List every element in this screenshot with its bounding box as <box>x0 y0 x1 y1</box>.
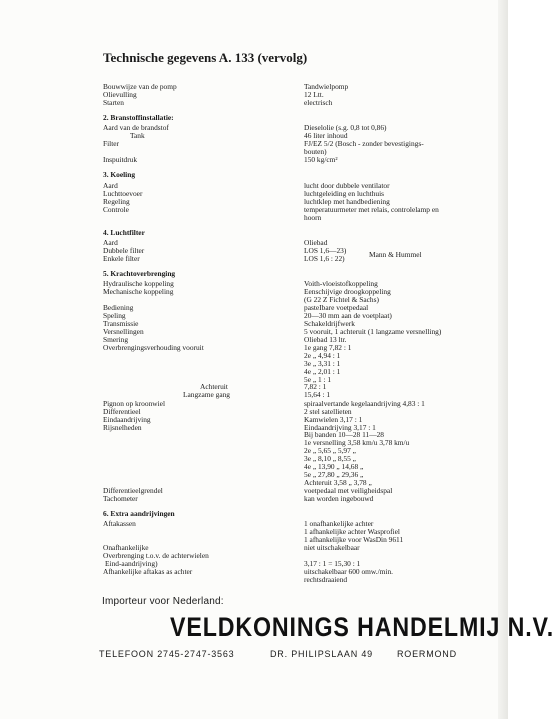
spec-value: 1 afhankelijke voor WasDin 9611 <box>304 535 404 544</box>
section-heading: 6. Extra aandrijvingen <box>103 509 175 518</box>
spec-label: Olievulling <box>103 90 137 99</box>
section-heading: 4. Luchtfilter <box>103 228 145 237</box>
spec-label: Smering <box>103 335 129 344</box>
spec-label: Tachometer <box>103 494 138 503</box>
footer-telephone: TELEFOON 2745-2747-3563 <box>99 649 235 659</box>
spec-value: temperatuurmeter met relais, controlelamp en <box>304 205 439 214</box>
spec-value: 7,82 : 1 <box>304 382 327 391</box>
spec-value: LOS 1,6 : 22) <box>304 254 345 263</box>
spec-label: Differentieel <box>103 407 141 416</box>
spec-value: Dieselolie (s.g. 0,8 tot 0,86) <box>304 123 387 132</box>
spec-value: pasteIbare voetpedaal <box>304 303 369 312</box>
spec-value: 2 stel satellieten <box>304 407 352 416</box>
spec-label: Onafhankelijke <box>103 543 149 552</box>
spec-value: 1 afhankelijke achter Wasprofiel <box>304 527 400 536</box>
spec-value: LOS 1,6—23) <box>304 246 347 255</box>
spec-label: Tank <box>130 131 145 140</box>
spec-value: voetpedaal met veiligheidspal <box>304 486 393 495</box>
spec-value: electrisch <box>304 98 333 107</box>
spec-value: uitschakelbaar 600 omw./min. <box>304 567 394 576</box>
spec-label: Aard <box>103 238 118 247</box>
spec-value: 1e gang 7,82 : 1 <box>304 343 352 352</box>
spec-value: Eindaandrijving 3,17 : 1 <box>304 423 376 432</box>
spec-value: Kamwielen 3,17 : 1 <box>304 415 363 424</box>
spec-value: 150 kg/cm² <box>304 155 338 164</box>
spec-label: Langzame gang <box>183 390 230 399</box>
spec-value: bouten) <box>304 147 327 156</box>
importer-label: Importeur voor Nederland: <box>102 596 224 607</box>
spec-label: Aard <box>103 181 118 190</box>
spec-value: Tandwielpomp <box>304 82 349 91</box>
spec-label: Aard van de brandstof <box>103 123 169 132</box>
spec-label: Enkele filter <box>103 254 140 263</box>
spec-value: Schakeldrijfwerk <box>304 319 355 328</box>
spec-label: Luchttoevoer <box>103 189 143 198</box>
footer-city: ROERMOND <box>397 649 457 659</box>
spec-value: Eenschijvige droogkoppeling <box>304 287 391 296</box>
spec-label: Mechanische koppeling <box>103 287 174 296</box>
spec-value: 20—30 mm aan de voetplaat) <box>304 311 392 320</box>
spec-label: Bediening <box>103 303 134 312</box>
spec-value: 4e „ 2,01 : 1 <box>304 367 341 376</box>
spec-label: Speling <box>103 311 126 320</box>
spec-value: hoorn <box>304 213 322 222</box>
spec-label: Versnellingen <box>103 327 144 336</box>
spec-label: Transmissie <box>103 319 139 328</box>
spec-label: Pignon op kroonwiel <box>103 399 165 408</box>
spec-label: Inspuitdruk <box>103 155 138 164</box>
spec-value: FJ/EZ 5/2 (Bosch - zonder bevestigings- <box>304 139 424 148</box>
company-name: VELDKONINGS HANDELMIJ N.V. <box>170 612 554 642</box>
spec-label: Regeling <box>103 197 130 206</box>
spec-value: Achteruit 3,58 „ 3,78 „ <box>304 478 372 487</box>
spec-label: Differentieelgrendel <box>103 486 163 495</box>
spec-value: luchtgeleiding en luchthuis <box>304 189 385 198</box>
section-heading: 3. Koeling <box>103 170 136 179</box>
spec-label: Aftakassen <box>103 519 136 528</box>
spec-value: Oliebad 13 ltr. <box>304 335 347 344</box>
spec-value: 3,17 : 1 = 15,30 : 1 <box>304 559 361 568</box>
spec-value: 1e versnelling 3,58 km/u 3,78 km/u <box>304 438 410 447</box>
spec-value: 12 Ltt. <box>304 90 324 99</box>
section-heading: 2. Branstoffinstallatie: <box>103 113 174 122</box>
spec-value: kan worden ingebouwd <box>304 494 374 503</box>
spec-label: Starten <box>103 98 124 107</box>
spec-value: lucht door dubbele ventilator <box>304 181 390 190</box>
spec-value: 4e „ 13,90 „ 14,68 „ <box>304 462 364 471</box>
spec-value: 2e „ 5,65 „ 5,97 „ <box>304 446 356 455</box>
spec-label: Afhankelijke aftakas as achter <box>103 567 193 576</box>
spec-value: 5e „ 27,80 „ 29,36 „ <box>304 470 364 479</box>
footer-address: DR. PHILIPSLAAN 49 <box>270 649 373 659</box>
spec-label: Achteruit <box>200 382 228 391</box>
spec-label: Rijsnelheden <box>103 423 142 432</box>
spec-label: Overbrengingsverhouding vooruit <box>103 343 204 352</box>
spec-value: luchtklep met handbediening <box>304 197 390 206</box>
spec-value: 5e „ 1 : 1 <box>304 375 332 384</box>
spec-value: 46 liter inhoud <box>304 131 348 140</box>
spec-value: 2e „ 4,94 : 1 <box>304 351 341 360</box>
spec-value: niet uitschakelbaar <box>304 543 360 552</box>
spec-value: 15,64 : 1 <box>304 390 331 399</box>
page-title: Technische gegevens A. 133 (vervolg) <box>103 50 308 65</box>
section-heading: 5. Krachtoverbrenging <box>103 269 176 278</box>
spec-value: 1 onafhankelijke achter <box>304 519 374 528</box>
spec-value: (G 22 Z Fichtel & Sachs) <box>304 295 379 304</box>
spec-value: Voith-vloeistofkoppeling <box>304 279 378 288</box>
spec-label: Dubbele filter <box>103 246 145 255</box>
spec-label: Controle <box>103 205 129 214</box>
spec-label: Bouwwijze van de pomp <box>103 82 177 91</box>
spec-label: Eindaandrijving <box>103 415 151 424</box>
spec-value: 5 vooruit, 1 achteruit (1 langzame versnelling) <box>304 327 442 336</box>
spec-value: 3e „ 8,10 „ 8,55 „ <box>304 454 356 463</box>
spec-value: rechtsdraaiend <box>304 575 348 584</box>
spec-label: Hydraulische koppeling <box>103 279 174 288</box>
spec-label: Overbrenging t.o.v. de achterwielen <box>103 551 209 560</box>
filter-brand: Mann & Hummel <box>369 250 422 259</box>
spec-value: 3e „ 3,31 : 1 <box>304 359 341 368</box>
spec-value: Bij banden 10—28 11—28 <box>304 430 384 439</box>
spec-value: Oliebad <box>304 238 328 247</box>
spec-label: Eind-aandrijving) <box>105 559 158 568</box>
spec-label: Filter <box>103 139 120 148</box>
spec-value: spiraalvertande kegelaandrijving 4,83 : 1 <box>304 399 425 408</box>
